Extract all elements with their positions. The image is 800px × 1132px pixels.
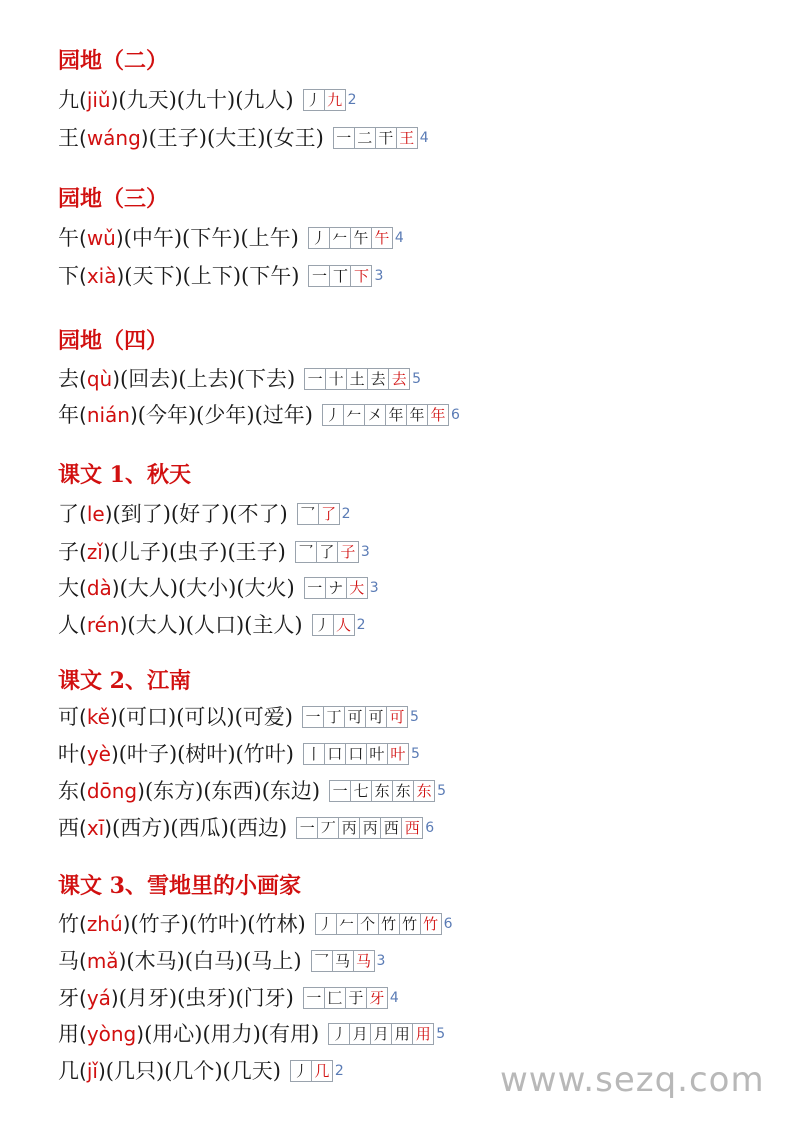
vocab-row [58,500,351,528]
stroke-count: 4 [419,130,429,146]
stroke-cell: 丿 [315,913,337,935]
stroke-cell: 一 [333,127,355,149]
open-paren: ( [79,367,87,391]
stroke-cell: 一 [302,706,324,728]
stroke-cell: 西 [380,817,402,839]
stroke-cell: 马 [332,950,354,972]
vocab-row [58,401,460,429]
example-words: (可口)(可以)(可爱) [117,705,293,729]
stroke-count: 2 [341,506,351,522]
stroke-cell: 下 [350,265,372,287]
character: 子 [58,540,79,564]
example-words: (到了)(好了)(不了) [112,502,288,526]
stroke-order-grid [296,541,359,563]
stroke-cell: 年 [385,404,407,426]
example-words: (今年)(少年)(过年) [137,403,313,427]
stroke-cell: 口 [345,743,367,765]
open-paren: ( [79,986,87,1010]
stroke-cell: 子 [337,541,359,563]
stroke-count: 4 [389,990,399,1006]
stroke-cell: 土 [346,368,368,390]
example-words: (东方)(东西)(东边) [144,779,321,803]
stroke-count: 3 [369,580,379,596]
stroke-cell: 用 [391,1023,413,1045]
open-paren: ( [79,264,87,288]
stroke-cell: 马 [353,950,375,972]
example-words: (九天)(九十)(九人) [118,88,294,112]
pinyin: yá [86,986,111,1010]
stroke-cell: 可 [386,706,408,728]
stroke-cell: 月 [370,1023,392,1045]
example-words: (竹子)(竹叶)(竹林) [130,912,306,936]
stroke-order-grid [304,987,388,1009]
example-words: (大人)(人口)(主人) [127,613,303,637]
stroke-order-grid [305,577,368,599]
close-paren: ) [102,540,111,564]
close-paren: ) [110,986,119,1010]
pinyin: jiǔ [86,88,111,112]
open-paren: ( [79,226,87,250]
stroke-cell: 九 [324,89,346,111]
stroke-cell: 七 [350,780,372,802]
stroke-cell: 𠂉 [336,913,358,935]
stroke-cell: 𠂉 [329,227,351,249]
stroke-cell: 用 [412,1023,434,1045]
stroke-cell: 个 [357,913,379,935]
open-paren: ( [79,912,87,936]
example-words: (月牙)(虫牙)(门牙) [118,986,294,1010]
stroke-cell: 人 [333,614,355,636]
stroke-cell: 乛 [297,503,319,525]
stroke-cell: 午 [350,227,372,249]
stroke-order-grid [304,743,409,765]
character: 大 [58,576,79,600]
stroke-cell: 年 [406,404,428,426]
pinyin: yòng [86,1022,137,1046]
stroke-cell: 口 [324,743,346,765]
open-paren: ( [79,1022,87,1046]
stroke-count: 4 [394,230,404,246]
example-words: (王子)(大王)(女王) [148,126,324,150]
stroke-cell: 了 [316,541,338,563]
vocab-row [58,1020,445,1048]
open-paren: ( [79,816,87,840]
stroke-order-grid [309,265,372,287]
stroke-cell: 可 [344,706,366,728]
example-words: (木马)(白马)(马上) [126,949,302,973]
vocab-row [58,703,419,731]
character: 竹 [58,912,79,936]
character: 午 [58,226,79,250]
open-paren: ( [79,126,87,150]
section-title: 园地（三） [58,186,169,212]
pinyin: yè [86,742,111,766]
stroke-cell: 去 [388,368,410,390]
stroke-cell: 一 [303,987,325,1009]
character: 马 [58,949,79,973]
close-paren: ) [110,88,119,112]
pinyin: mǎ [86,949,119,973]
stroke-order-grid [312,950,375,972]
watermark: www.sezq.com [500,1060,765,1100]
pinyin: nián [86,403,130,427]
stroke-cell: 西 [401,817,423,839]
stroke-order-grid [329,1023,434,1045]
close-paren: ) [104,816,113,840]
vocab-row [58,611,365,639]
stroke-order-grid [297,817,423,839]
character: 九 [58,88,79,112]
stroke-cell: 十 [325,368,347,390]
vocab-row [58,86,357,114]
vocab-row [58,538,370,566]
open-paren: ( [79,779,87,803]
stroke-cell: 㐅 [364,404,386,426]
stroke-cell: 王 [396,127,418,149]
close-paren: ) [122,912,131,936]
open-paren: ( [79,705,87,729]
pinyin: rén [86,613,120,637]
stroke-cell: 一 [329,780,351,802]
character: 年 [58,403,79,427]
stroke-count: 5 [437,783,447,799]
close-paren: ) [129,403,138,427]
vocab-row [58,740,420,768]
vocab-row [58,777,446,805]
close-paren: ) [112,367,120,391]
close-paren: ) [137,779,145,803]
character: 牙 [58,986,79,1010]
pinyin: kě [86,705,110,729]
example-words: (中午)(下午)(上午) [123,226,299,250]
stroke-cell: 乛 [311,950,333,972]
example-words: (西方)(西瓜)(西边) [112,816,288,840]
close-paren: ) [119,613,128,637]
stroke-order-grid [304,89,346,111]
stroke-count: 5 [412,371,422,387]
stroke-cell: 东 [392,780,414,802]
open-paren: ( [79,540,87,564]
vocab-row [58,124,429,152]
vocab-row [58,262,383,290]
stroke-cell: 一 [304,577,326,599]
stroke-cell: 丨 [303,743,325,765]
stroke-count: 2 [347,92,357,108]
example-words: (叶子)(树叶)(竹叶) [118,742,294,766]
stroke-count: 5 [410,746,420,762]
stroke-count: 5 [436,1026,446,1042]
section-title: 园地（二） [58,48,169,74]
close-paren: ) [110,742,119,766]
example-words: (大人)(大小)(大火) [119,576,295,600]
stroke-count: 3 [360,544,370,560]
section-title: 园地（四） [58,328,169,354]
stroke-cell: 于 [345,987,367,1009]
section-title: 课文 2、江南 [58,668,191,694]
stroke-cell: 匚 [324,987,346,1009]
vocab-row [58,1057,344,1085]
stroke-cell: 年 [427,404,449,426]
stroke-cell: 丙 [338,817,360,839]
example-words: (用心)(用力)(有用) [144,1022,320,1046]
stroke-cell: 午 [371,227,393,249]
stroke-order-grid [305,368,410,390]
stroke-cell: 大 [346,577,368,599]
stroke-count: 6 [425,820,435,836]
stroke-cell: 丿 [308,227,330,249]
character: 去 [58,367,79,391]
stroke-cell: 丆 [317,817,339,839]
stroke-cell: 竹 [420,913,442,935]
pinyin: xià [86,264,117,288]
stroke-count: 6 [443,916,453,932]
stroke-cell: 一 [296,817,318,839]
character: 叶 [58,742,79,766]
vocab-row [58,224,404,252]
stroke-count: 2 [334,1063,344,1079]
open-paren: ( [79,613,87,637]
pinyin: le [86,502,105,526]
character: 了 [58,502,79,526]
vocab-row [58,365,421,393]
stroke-order-grid [309,227,393,249]
example-words: (天下)(上下)(下午) [124,264,300,288]
stroke-cell: 丅 [329,265,351,287]
close-paren: ) [116,264,125,288]
stroke-cell: 一 [308,265,330,287]
stroke-cell: 丿 [312,614,334,636]
pinyin: zhú [86,912,123,936]
close-paren: ) [97,1059,106,1083]
pinyin: dōng [86,779,138,803]
open-paren: ( [79,1059,87,1083]
close-paren: ) [140,126,149,150]
stroke-cell: 叶 [366,743,388,765]
stroke-count: 3 [376,953,386,969]
stroke-cell: 牙 [366,987,388,1009]
stroke-cell: 竹 [378,913,400,935]
pinyin: wǔ [86,226,116,250]
stroke-cell: 干 [375,127,397,149]
close-paren: ) [136,1022,145,1046]
open-paren: ( [79,88,87,112]
stroke-cell: 丙 [359,817,381,839]
stroke-order-grid [303,706,408,728]
example-words: (儿子)(虫子)(王子) [110,540,286,564]
stroke-order-grid [313,614,355,636]
character: 用 [58,1022,79,1046]
character: 下 [58,264,79,288]
stroke-cell: 月 [349,1023,371,1045]
pinyin: xī [86,816,105,840]
stroke-count: 6 [450,407,460,423]
pinyin: zǐ [86,540,103,564]
close-paren: ) [104,502,113,526]
stroke-order-grid [316,913,442,935]
pinyin: dà [86,576,112,600]
section-title: 课文 3、雪地里的小画家 [58,873,301,899]
stroke-cell: 丿 [290,1060,312,1082]
character: 东 [58,779,79,803]
stroke-cell: 去 [367,368,389,390]
stroke-cell: 东 [371,780,393,802]
stroke-cell: 乛 [295,541,317,563]
stroke-count: 5 [409,709,419,725]
character: 几 [58,1059,79,1083]
open-paren: ( [79,742,87,766]
stroke-cell: 竹 [399,913,421,935]
stroke-cell: 丿 [328,1023,350,1045]
stroke-count: 3 [374,268,384,284]
stroke-cell: 丿 [322,404,344,426]
vocab-row [58,814,434,842]
stroke-order-grid [323,404,449,426]
character: 可 [58,705,79,729]
stroke-count: 2 [356,617,366,633]
stroke-cell: 几 [311,1060,333,1082]
example-words: (几只)(几个)(几天) [105,1059,281,1083]
open-paren: ( [79,502,87,526]
stroke-cell: 𠂉 [343,404,365,426]
stroke-order-grid [291,1060,333,1082]
open-paren: ( [79,576,87,600]
section-title: 课文 1、秋天 [58,462,191,488]
vocab-row [58,574,379,602]
pinyin: jǐ [86,1059,98,1083]
stroke-cell: 叶 [387,743,409,765]
stroke-cell: 一 [304,368,326,390]
open-paren: ( [79,403,87,427]
stroke-cell: ナ [325,577,347,599]
character: 人 [58,613,79,637]
stroke-cell: 二 [354,127,376,149]
stroke-order-grid [330,780,435,802]
open-paren: ( [79,949,87,973]
stroke-cell: 可 [365,706,387,728]
stroke-order-grid [334,127,418,149]
vocab-row [58,910,453,938]
close-paren: ) [110,705,118,729]
vocab-row [58,947,385,975]
vocab-row [58,984,399,1012]
close-paren: ) [115,226,124,250]
close-paren: ) [111,576,120,600]
close-paren: ) [118,949,127,973]
character: 王 [58,126,79,150]
character: 西 [58,816,79,840]
stroke-cell: 丁 [323,706,345,728]
stroke-cell: 丿 [303,89,325,111]
pinyin: wáng [86,126,141,150]
pinyin: qù [86,367,113,391]
stroke-order-grid [298,503,340,525]
stroke-cell: 东 [413,780,435,802]
example-words: (回去)(上去)(下去) [120,367,296,391]
stroke-cell: 了 [318,503,340,525]
